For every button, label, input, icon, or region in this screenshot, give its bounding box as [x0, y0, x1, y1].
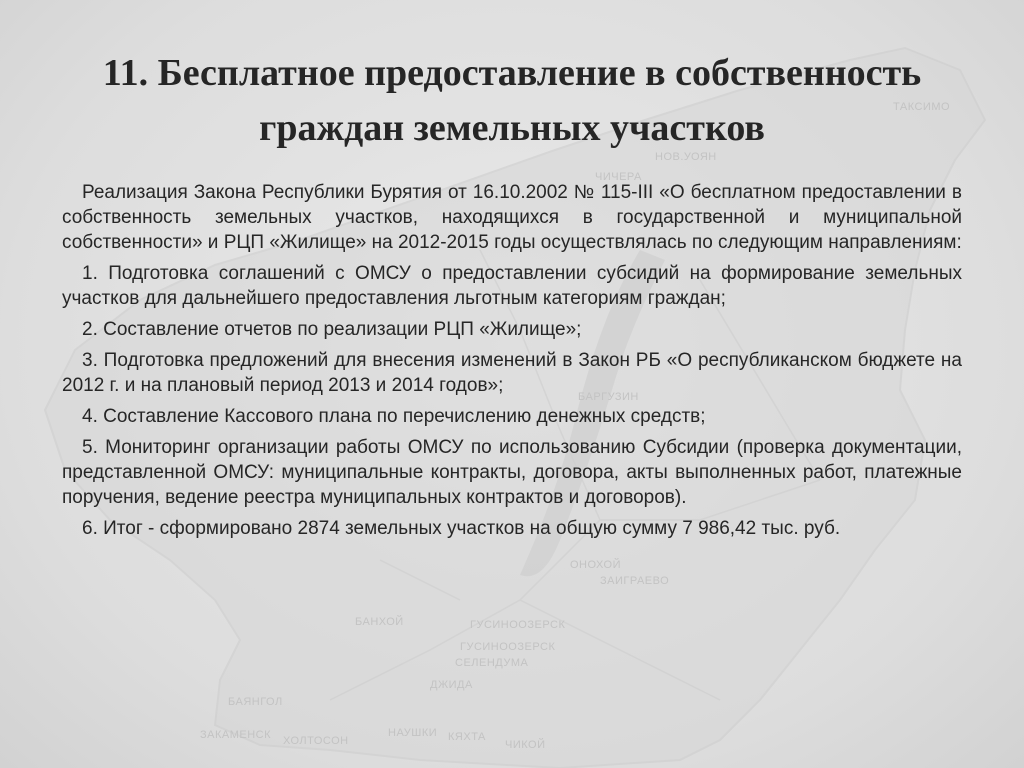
slide-body [62, 180, 962, 547]
list-item: 1. Подготовка соглашений с ОМСУ о предоставлении субсидий на формирование земельных участков для дальнейшего предоставления льготным категориям граждан; [62, 263, 962, 309]
map-label: БАРГУЗИН [578, 391, 639, 403]
map-label: ЗАИГРАЕВО [600, 575, 670, 587]
map-label: ТАКСИМО [893, 101, 951, 113]
list-item: 6. Итог - сформировано 2874 земельных участков на общую сумму 7 986,42 тыс. руб. [82, 518, 841, 539]
map-label: ГУСИНООЗЕРСК [460, 641, 556, 653]
map-label: ЧИЧЕРА [595, 171, 642, 183]
slide-title: 11. Бесплатное предоставление в собственность граждан земельных участков [102, 52, 922, 149]
list-item: 4. Составление Кассового плана по перечислению денежных средств; [82, 406, 706, 427]
map-label: ХОЛТОСОН [283, 735, 349, 747]
map-label: НАУШКИ [388, 727, 438, 739]
map-label: КЯХТА [448, 731, 486, 743]
map-label: ГУСИНООЗЕРСК [470, 619, 566, 631]
map-label: БАЯНГОЛ [228, 696, 283, 708]
map-label: ЗАКАМЕНСК [200, 729, 272, 741]
map-label: НОВ.УОЯН [655, 151, 717, 163]
map-label: БАНХОЙ [355, 616, 404, 628]
map-label: ДЖИДА [430, 679, 473, 691]
map-label: ОНОХОЙ [570, 559, 621, 571]
map-label: ЧИКОЙ [505, 739, 546, 751]
list-item: 2. Составление отчетов по реализации РЦП «Жилище»; [82, 319, 582, 340]
map-label: СЕЛЕНДУМА [455, 657, 529, 669]
list-item: 5. Мониторинг организации работы ОМСУ по использованию Субсидии (проверка документации, представленной ОМСУ: муниципальные контракты, договора, акты выполненных работ, платежные поручения, ведение реестра муниципальных контрактов и договоров). [62, 437, 962, 508]
list-item: 3. Подготовка предложений для внесения изменений в Закон РБ «О республиканском бюджете на 2012 г. и на плановый период 2013 и 2014 годов»; [62, 350, 962, 396]
intro-paragraph: Реализация Закона Республики Бурятия от 16.10.2002 № 115-III «О бесплатном предоставлении в собственность земельных участков, находящихся в государственной и муниципальной собственности» и РЦП «Жилище» на 2012-2015 годы осуществлялась по следующим направлениям: [62, 182, 962, 253]
